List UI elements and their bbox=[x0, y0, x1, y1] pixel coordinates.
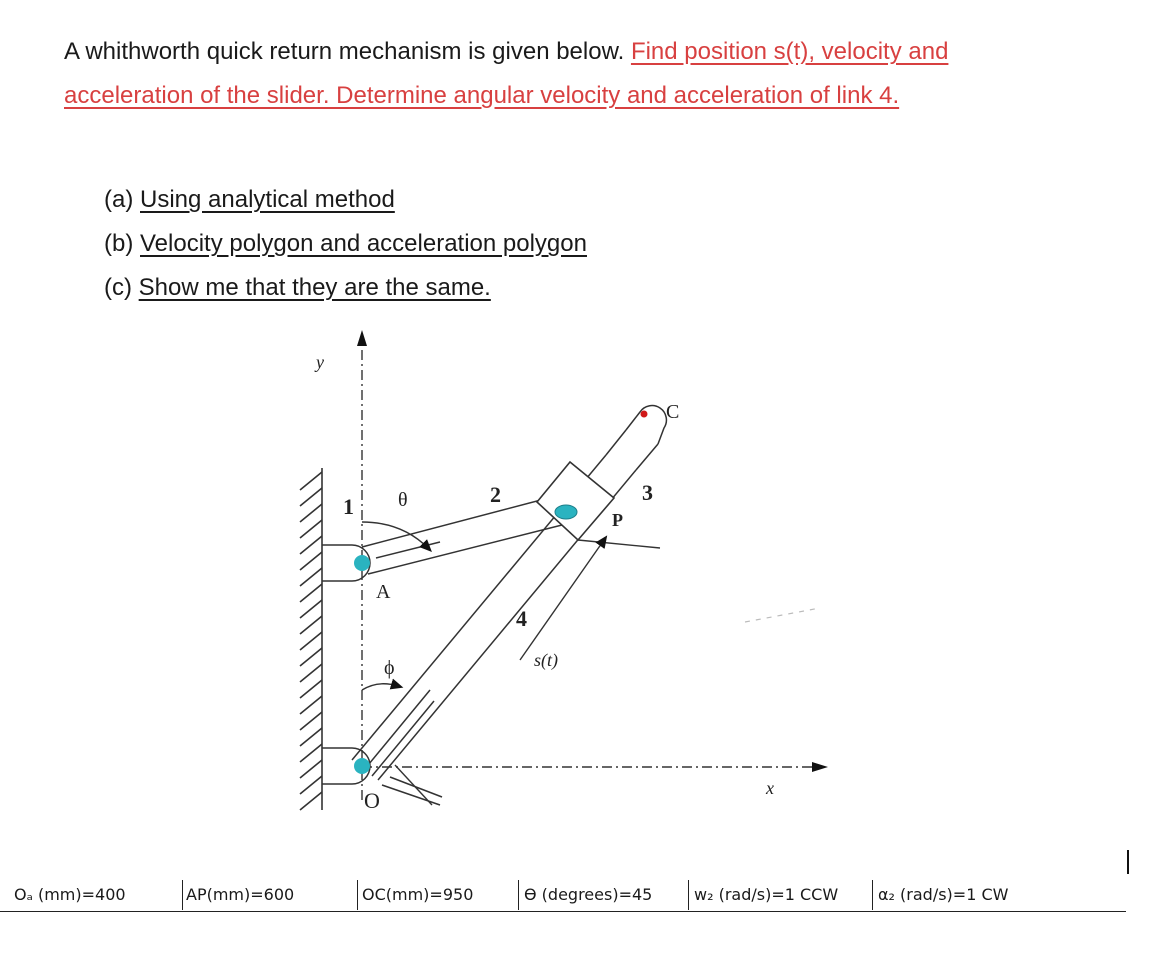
link-4-bar bbox=[352, 406, 666, 805]
label-link-3: 3 bbox=[642, 480, 653, 505]
given-separator bbox=[182, 880, 183, 910]
given-separator bbox=[518, 880, 519, 910]
label-point-O: O bbox=[364, 788, 380, 813]
given-separator bbox=[357, 880, 358, 910]
label-point-C: C bbox=[666, 401, 680, 423]
pin-O bbox=[354, 758, 370, 774]
text-cursor bbox=[1127, 850, 1129, 874]
task-part-b-prefix: (b) bbox=[104, 230, 140, 257]
given-alpha2: α₂ (rad/s)=1 CW bbox=[878, 885, 1009, 904]
given-values-row bbox=[0, 878, 1126, 912]
label-link-2: 2 bbox=[490, 482, 501, 507]
given-theta: ϴ (degrees)=45 bbox=[524, 885, 653, 904]
ground-wall bbox=[300, 468, 322, 810]
label-theta: θ bbox=[398, 489, 408, 511]
problem-task: Find position s(t), velocity and acceleration of the slider. Determine angular velocity and acceleration of link 4. bbox=[64, 38, 949, 109]
given-oa: Oₐ (mm)=400 bbox=[14, 885, 126, 904]
label-slider-position: s(t) bbox=[534, 650, 558, 670]
label-x-axis: x bbox=[766, 778, 774, 798]
task-part-b-text: Velocity polygon and acceleration polygon bbox=[140, 230, 587, 257]
phi-arc bbox=[362, 684, 398, 690]
task-part-a-prefix: (a) bbox=[104, 186, 140, 213]
given-ap: AP(mm)=600 bbox=[186, 885, 295, 904]
y-axis-arrowhead bbox=[357, 330, 367, 346]
task-part-c-text: Show me that they are the same. bbox=[138, 274, 491, 301]
link-2-crank bbox=[362, 496, 566, 574]
label-point-A: A bbox=[376, 581, 391, 603]
given-w2: w₂ (rad/s)=1 CCW bbox=[694, 885, 839, 904]
pin-A bbox=[354, 555, 370, 571]
problem-intro: A whithworth quick return mechanism is given below. bbox=[64, 38, 631, 65]
label-link-4: 4 bbox=[516, 606, 527, 631]
task-part-c-prefix: (c) bbox=[104, 274, 139, 301]
x-axis-arrowhead bbox=[812, 762, 828, 772]
slider-position-dimension bbox=[395, 540, 660, 805]
label-y-axis: y bbox=[316, 352, 324, 372]
point-C-dot bbox=[641, 411, 648, 418]
given-separator bbox=[688, 880, 689, 910]
task-part-a-text: Using analytical method bbox=[140, 186, 395, 213]
given-row-underline bbox=[0, 911, 1126, 913]
pin-P bbox=[555, 505, 577, 519]
label-phi: ϕ bbox=[384, 657, 395, 679]
label-point-P: P bbox=[612, 510, 623, 530]
stray-mark bbox=[745, 608, 820, 622]
label-link-1: 1 bbox=[343, 494, 354, 519]
given-separator bbox=[872, 880, 873, 910]
given-oc: OC(mm)=950 bbox=[362, 885, 474, 904]
